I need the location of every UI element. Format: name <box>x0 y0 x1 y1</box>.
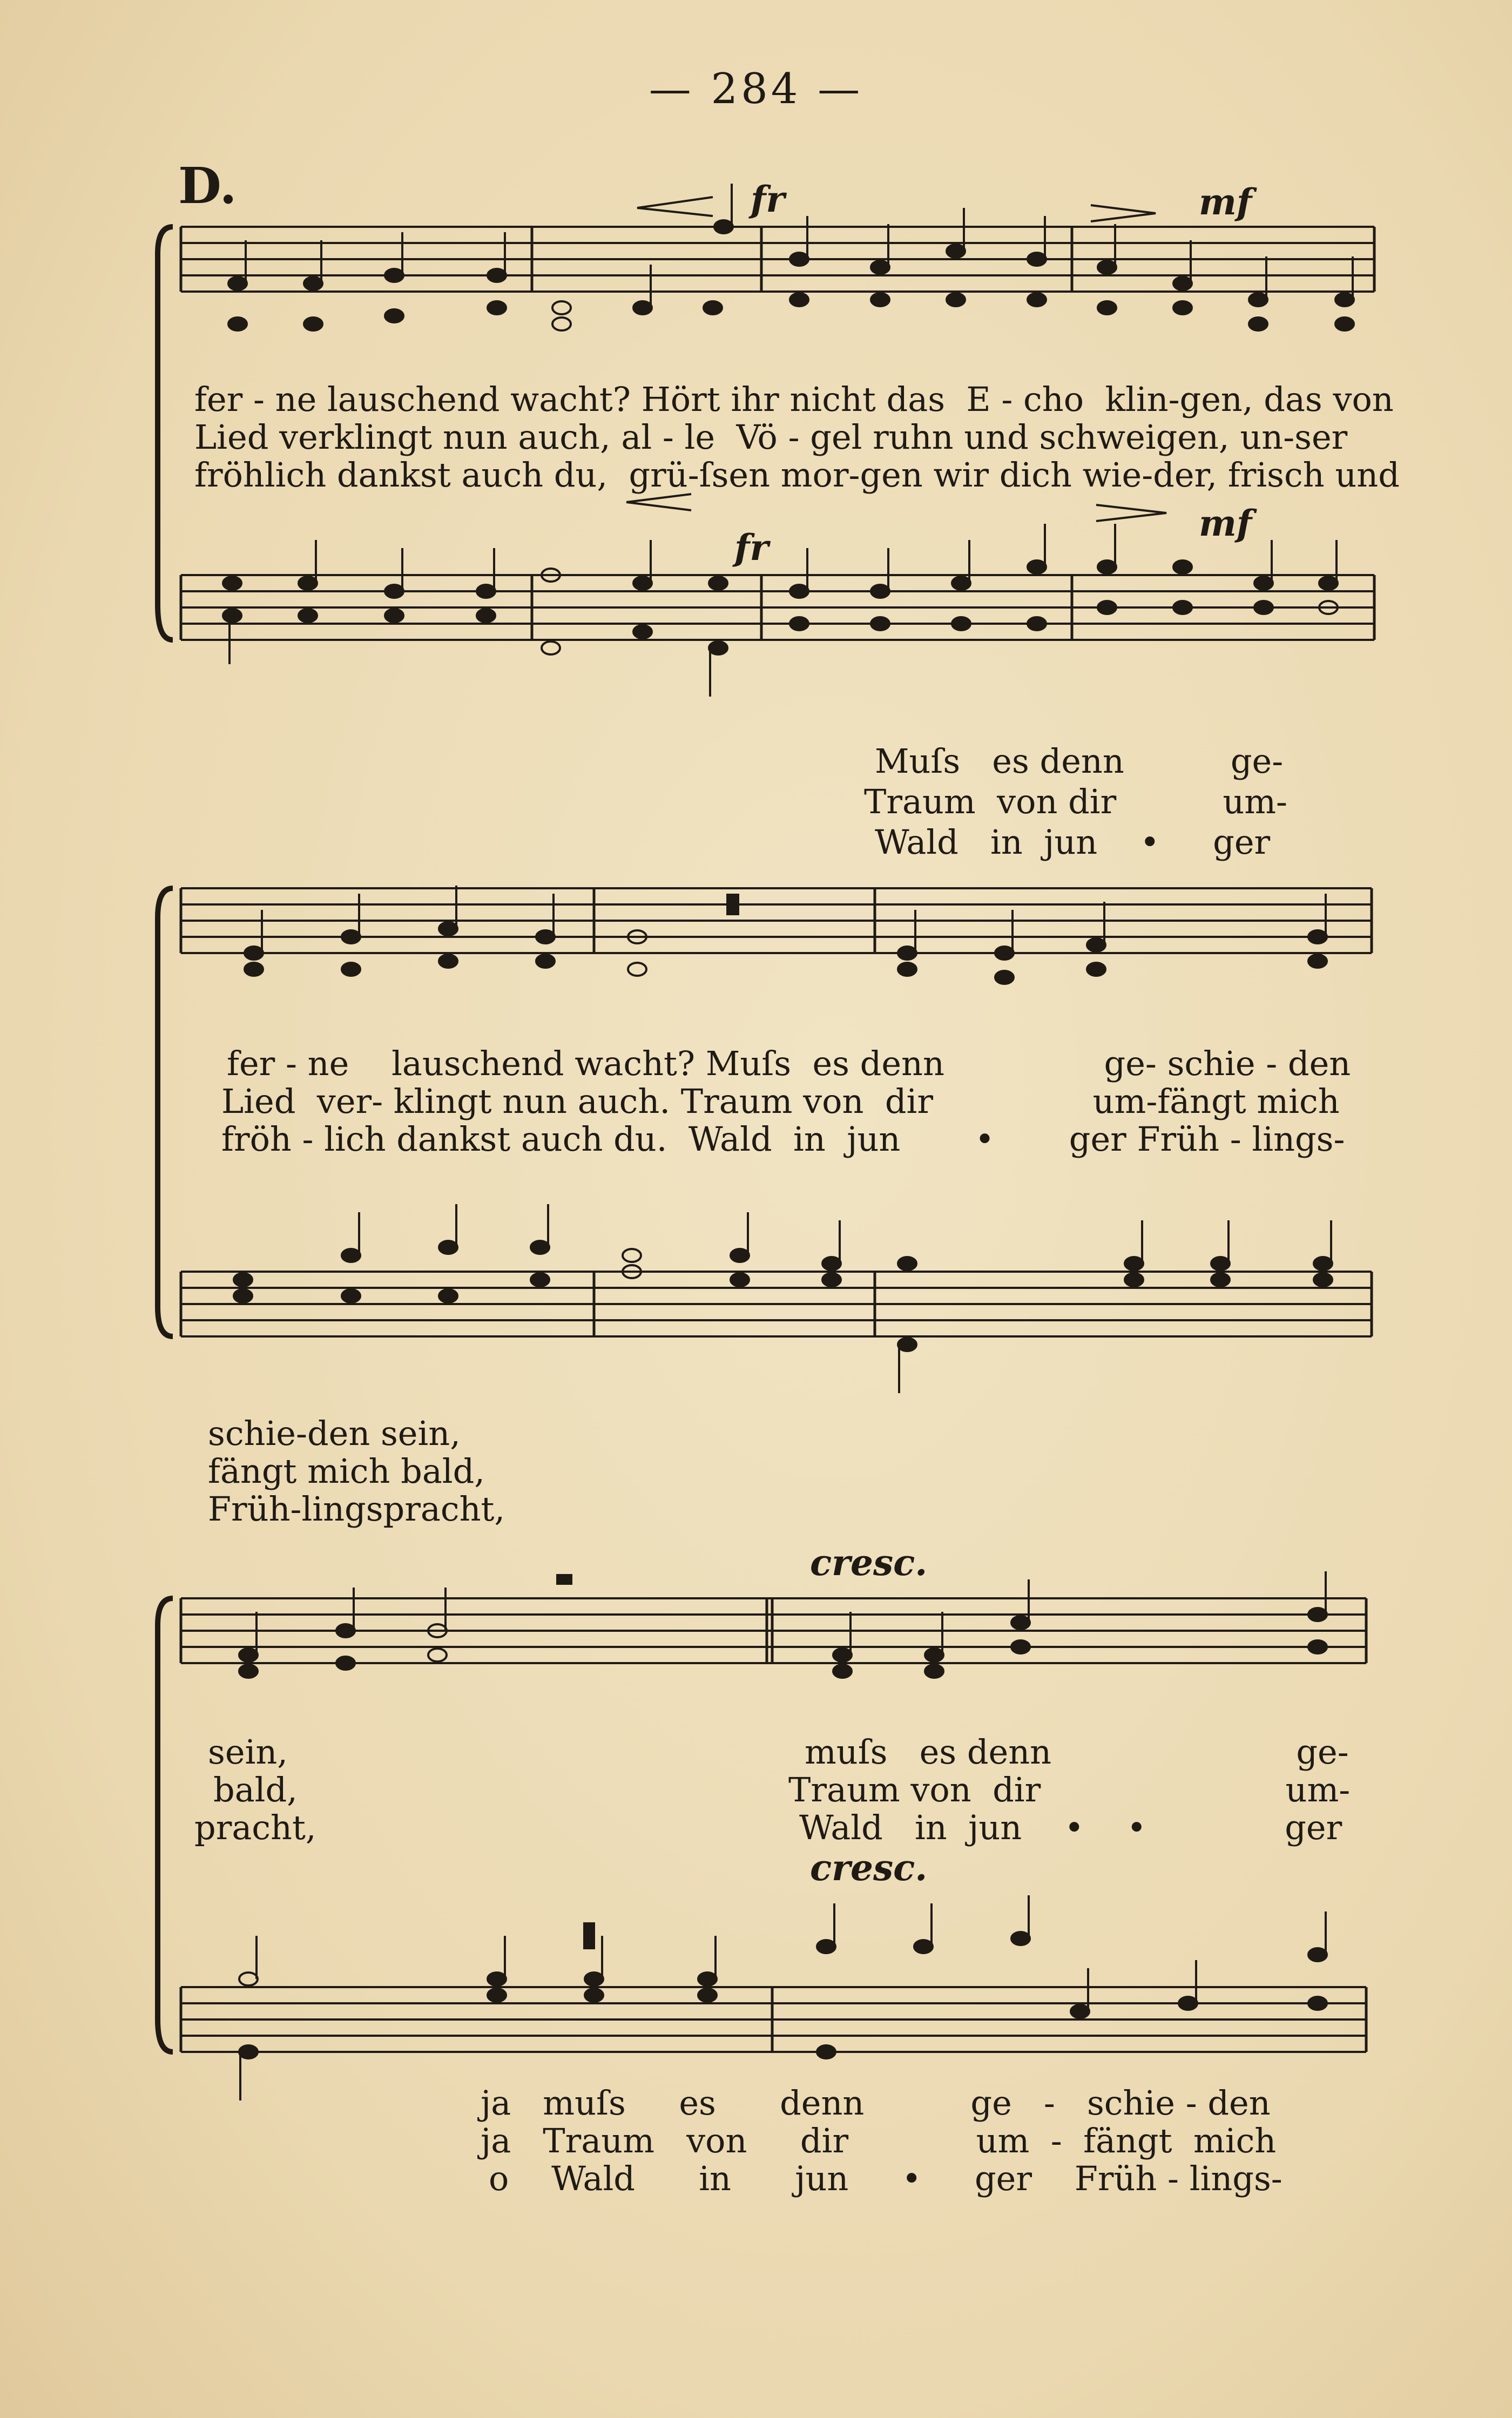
lyric-system3-top-right-2: Traum von dir um- <box>788 1770 1351 1809</box>
dynamic-mf-system1-bottom: mf <box>1199 502 1252 544</box>
lyric-system1-verse1: fer - ne lauschend wacht? Hört ihr nicht das E - cho klin-gen, das von <box>194 380 1394 419</box>
lyric-system3-bottom-1: ja muſs es denn ge - schie - den <box>481 2083 1271 2123</box>
lyric-system2-verse1: fer - ne lauschend wacht? Muſs es denn ge- schie - den <box>227 1044 1351 1083</box>
lyric-system2-after-1: schie-den sein, <box>208 1414 461 1453</box>
lyric-system3-top-3: pracht, <box>194 1808 316 1847</box>
lyric-system3-bottom-2: ja Traum von dir um - fängt mich <box>481 2121 1277 2160</box>
page-number: — 284 — <box>649 65 863 113</box>
lyric-system2-after-2: fängt mich bald, <box>208 1451 485 1491</box>
system1-lower-staff <box>181 575 1374 640</box>
lyric-system1-after-3: Wald in jun • ger <box>875 822 1271 862</box>
lyric-system2-after-3: Früh-lingspracht, <box>208 1489 505 1529</box>
system1-upper-staff <box>181 227 1374 292</box>
dynamic-cresc-system3-top: cresc. <box>810 1542 928 1584</box>
lyric-system1-after-2: Traum von dir um- <box>864 782 1287 821</box>
system2-lower-staff <box>181 1272 1372 1336</box>
dynamic-mf-system1-top: mf <box>1199 181 1252 223</box>
dynamic-fr-system1-bottom: fr <box>734 526 769 569</box>
dynamic-fr-system1-top: fr <box>751 178 785 220</box>
lyric-system1-verse2: Lied verklingt nun auch, al - le Vö - gel ruhn und schweigen, un-ser <box>194 417 1348 457</box>
lyric-system1-verse3: fröhlich dankst auch du, grü-ſsen mor-gen wir dich wie-der, frisch und <box>194 455 1400 495</box>
lyric-system3-top-2: bald, <box>213 1770 298 1809</box>
lyric-system3-top-right-1: muſs es denn ge- <box>805 1732 1349 1772</box>
lyric-system2-verse3: fröh - lich dankst auch du. Wald in jun • ger Früh - lings- <box>221 1119 1345 1159</box>
lyric-system3-top-1: sein, <box>208 1732 288 1772</box>
dynamic-cresc-system3-bottom: cresc. <box>810 1847 928 1889</box>
lyric-system3-bottom-3: o Wald in jun • ger Früh - lings- <box>489 2159 1282 2198</box>
lyric-system2-verse2: Lied ver- klingt nun auch. Traum von dir um-fängt mich <box>221 1082 1340 1121</box>
section-label: D. <box>178 157 237 215</box>
lyric-system1-after-1: Muſs es denn ge- <box>875 741 1284 781</box>
lyric-system3-top-right-3: Wald in jun • • ger <box>799 1808 1342 1847</box>
braces <box>158 227 173 2052</box>
